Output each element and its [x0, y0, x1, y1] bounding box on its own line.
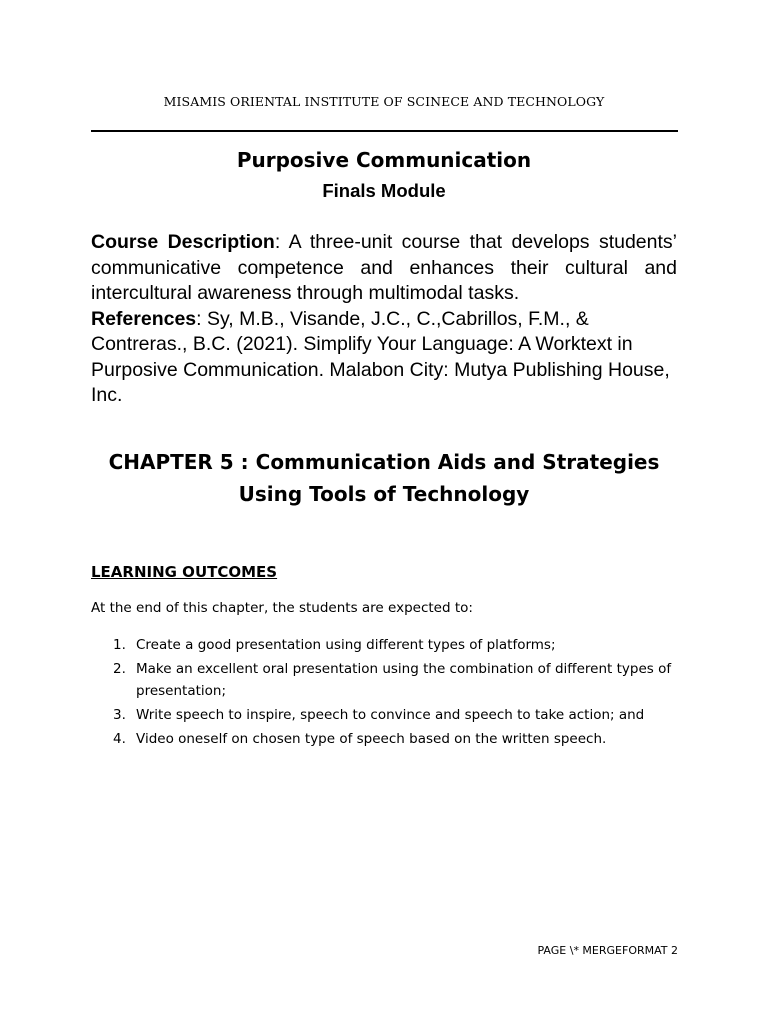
module-title: Finals Module: [322, 180, 446, 201]
list-item: [91, 704, 681, 726]
course-info: [91, 230, 677, 409]
list-item-text: Write speech to inspire, speech to convince and speech to take action; and: [136, 707, 645, 723]
learning-outcomes-heading: LEARNING OUTCOMES: [91, 563, 278, 581]
list-item: [91, 728, 681, 750]
references: [91, 307, 677, 409]
course-title: Purposive Communication: [236, 148, 532, 172]
course-description-text: : A three-unit course that develops students’ communicative competence and enhances their cultural and intercultural awareness through multimodal tasks.: [91, 231, 677, 304]
chapter-title: CHAPTER 5 : Communication Aids and Strategies Using Tools of Technology: [108, 450, 660, 506]
list-item: [91, 658, 681, 702]
references-text: : Sy, M.B., Visande, J.C., C.,Cabrillos, F.M., & Contreras., B.C. (2021). Simplify Your Language: A Worktext in Purposive Communication. Malabon City: Mutya Publishing House, Inc.: [91, 307, 670, 406]
header-rule: [91, 130, 678, 132]
list-item-text: Create a good presentation using different types of platforms;: [136, 637, 556, 653]
page-footer: PAGE \* MERGEFORMAT 2: [537, 944, 678, 957]
institute-header: MISAMIS ORIENTAL INSTITUTE OF SCINECE AND TECHNOLOGY: [163, 94, 605, 109]
list-item: [91, 634, 681, 656]
course-description: [91, 230, 677, 307]
list-item-number: 2.: [113, 661, 126, 677]
learning-outcomes-intro: At the end of this chapter, the students are expected to:: [91, 600, 473, 616]
list-item-number: 3.: [113, 707, 126, 723]
list-item-number: 4.: [113, 731, 126, 747]
learning-outcomes-list: [91, 634, 681, 752]
course-description-label: Course Description: [91, 231, 275, 253]
references-label: References: [91, 307, 197, 330]
list-item-text: Video oneself on chosen type of speech based on the written speech.: [136, 731, 607, 747]
list-item-number: 1.: [113, 637, 126, 653]
list-item-text: Make an excellent oral presentation using the combination of different types of presentation;: [136, 661, 672, 699]
